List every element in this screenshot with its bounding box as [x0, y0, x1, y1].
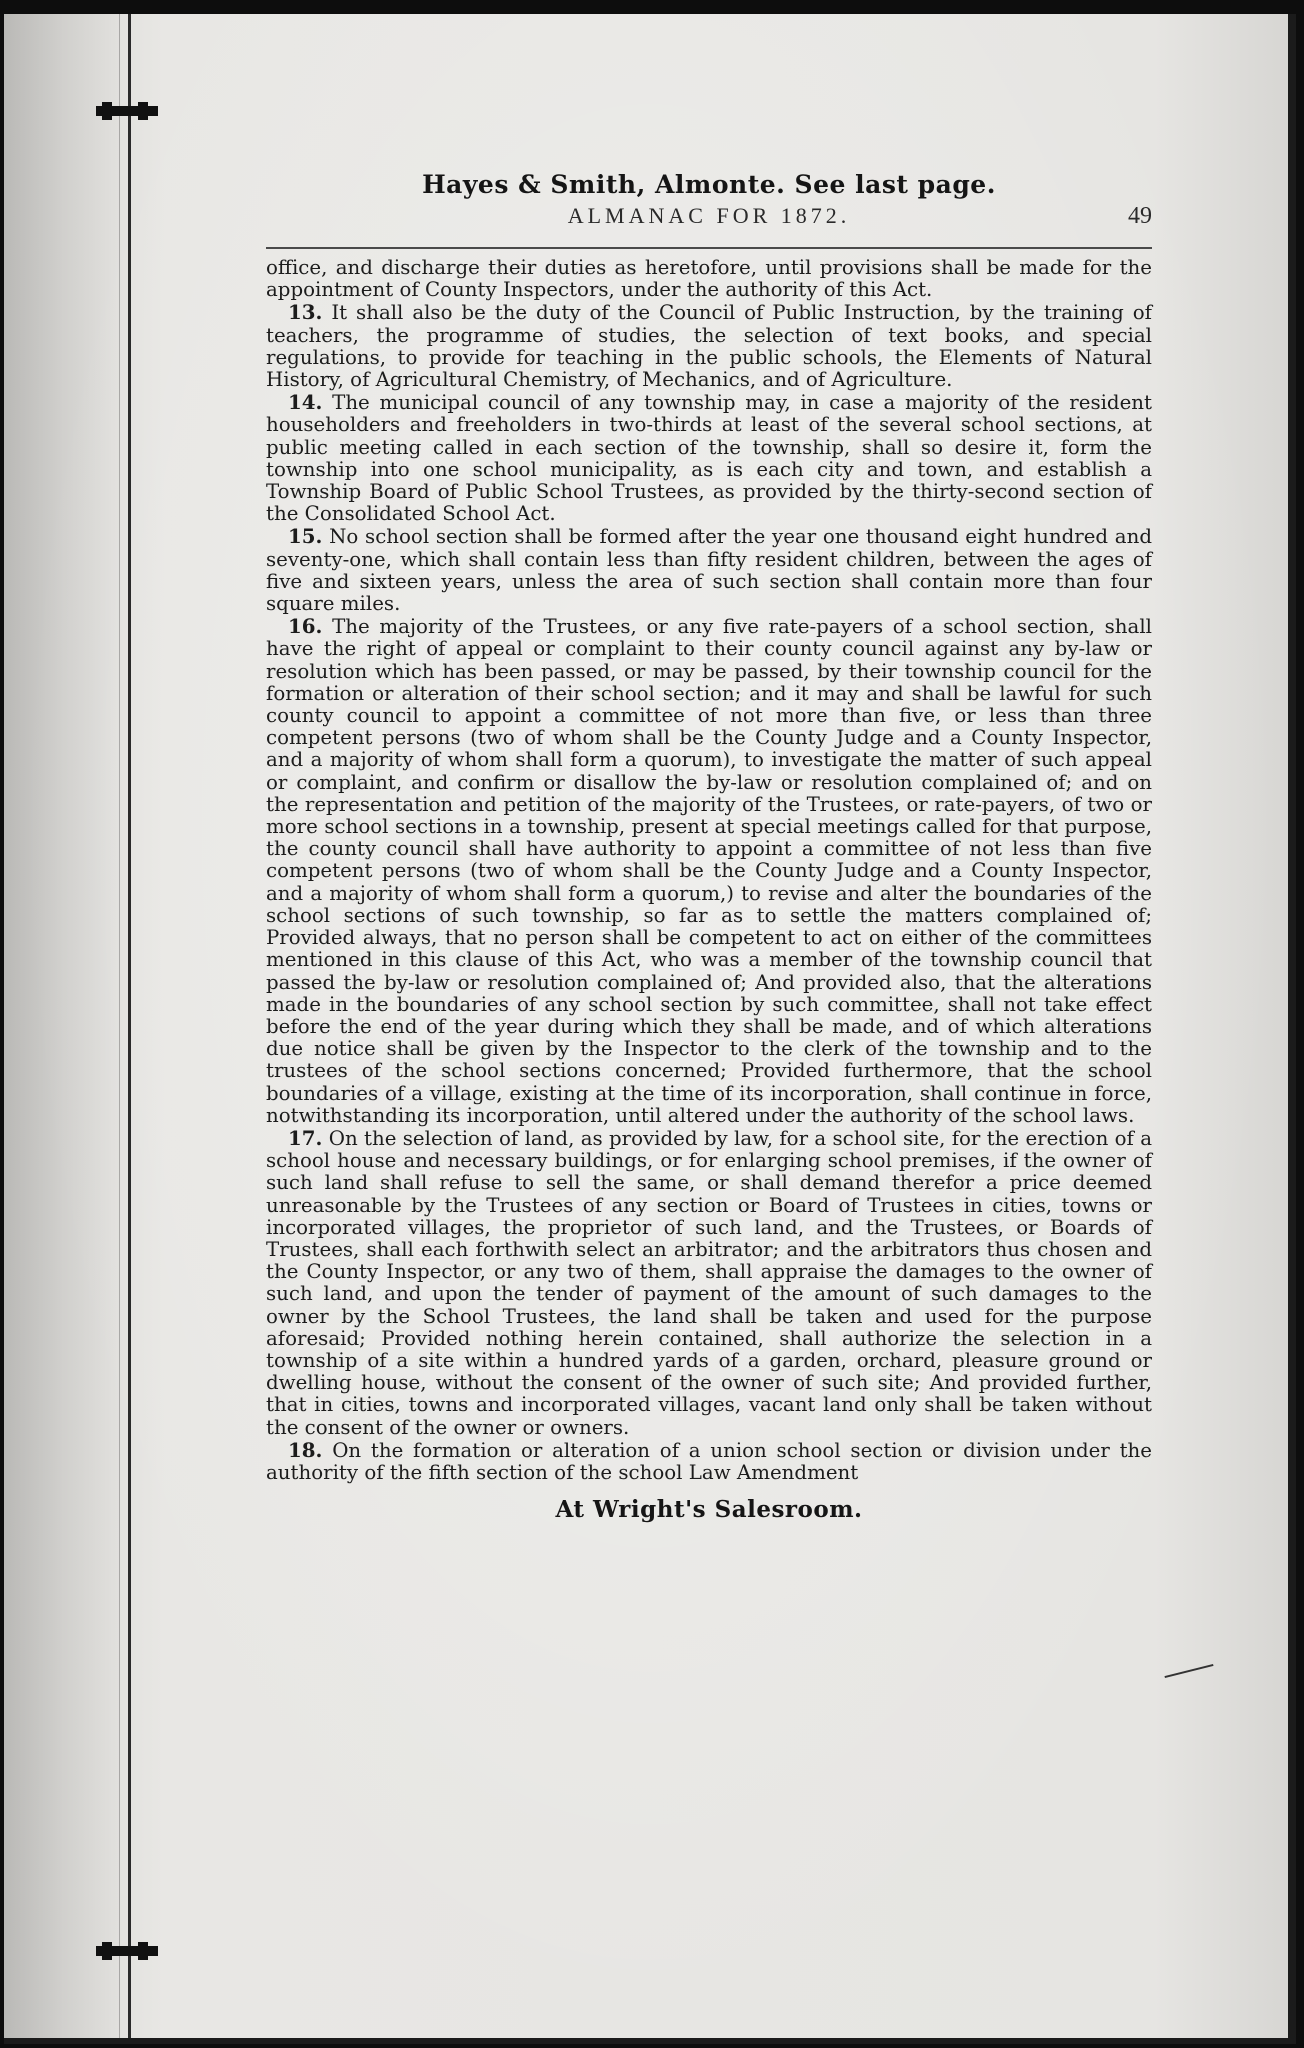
section-16 [266, 615, 1152, 1127]
header-rule [266, 247, 1152, 249]
gutter-line [128, 14, 131, 2044]
page-number: 49 [1128, 203, 1152, 229]
section-15 [266, 525, 1152, 615]
section-number: 17. [288, 1125, 323, 1150]
section-number: 16. [288, 614, 323, 639]
binding-stitch-top [96, 106, 158, 116]
section-number: 15. [288, 524, 323, 549]
section-number: 14. [288, 390, 323, 415]
section-17 [266, 1127, 1152, 1439]
pencil-margin-mark [1165, 1664, 1214, 1678]
paragraph-text: No school section shall be formed after the year one thousand eight hundred and seventy-one, which shall contain less than fifty resident children, between the ages of five and sixteen years, unless the area of such section shall contain more than four square miles. [266, 525, 1152, 616]
running-title: ALMANAC FOR 1872. [567, 203, 851, 228]
section-18 [266, 1439, 1152, 1484]
section-number: 18. [288, 1437, 323, 1462]
page-edge-right [1288, 14, 1296, 2044]
gutter-fold [119, 14, 120, 2044]
header-advertisement: Hayes & Smith, Almonte. See last page. [422, 170, 996, 199]
section-14 [266, 391, 1152, 525]
section-number: 13. [288, 300, 323, 325]
page-content [266, 170, 1152, 1523]
binding-stitch-bottom [96, 1946, 158, 1956]
page-edge-bottom [4, 2038, 1296, 2044]
article-body [266, 257, 1152, 1484]
paragraph-text: The municipal council of any township may, in case a majority of the resident householders and freeholders in two-thirds at least of the several school sections, at public meeting called in each section of the township, shall so desire it, form the township into one school municipality, as is each city and town, and establish a Township Board of Public School Trustees, as provided by the thirty-second section of the Consolidated School Act. [266, 391, 1152, 526]
footer-advertisement: At Wright's Salesroom. [555, 1496, 863, 1524]
spine-shadow [4, 14, 124, 2044]
paragraph-text: On the formation or alteration of a union school section or division under the authority of the fifth section of the school Law Amendment [266, 1438, 1152, 1484]
paragraph-text: office, and discharge their duties as heretofore, until provisions shall be made for the appointment of County Inspectors, under the authority of this Act. [266, 256, 1152, 302]
paragraph-text: It shall also be the duty of the Council of Public Instruction, by the training of teachers, the programme of studies, the selection of text books, and special regulations, to provide for teaching in the public schools, the Elements of Natural History, of Agricultural Chemistry, of Mechanics, and of Agriculture. [266, 301, 1152, 392]
paragraph-text: The majority of the Trustees, or any five rate-payers of a school section, shall have the right of appeal or complaint to their county council against any by-law or resolution which has been passed, or may be passed, by their township council for the formation or alteration of their school section; and it may and shall be lawful for such county council to appoint a committee of not more than five, or less than three competent persons (two of whom shall be the County Judge and a County Inspector, and a majority of whom shall form a quorum), to investigate the matter of such appeal or complaint, and confirm or disallow the by-law or resolution complained of; and on the representation and petition of the majority of the Trustees, or rate-payers, of two or more school sections in a township, present at special meetings called for that purpose, the county council shall have authority to appoint a committee of not less than five competent persons (two of whom shall be the County Judge and a County Inspector, and a majority of whom shall form a quorum,) to revise and alter the boundaries of the school sections of such township, so far as to settle the matters complained of; Provided always, that no person shall be competent to act on either of the committees mentioned in this clause of this Act, who was a member of the township council that passed the by-law or resolution complained of; And provided also, that the alterations made in the boundaries of any school section by such committee, shall not take effect before the end of the year during which they shall be made, and of which alterations due notice shall be given by the Inspector to the clerk of the township and to the trustees of the school sections concerned; Provided furthermore, that the school boundaries of a village, existing at the time of its incorporation, shall continue in force, notwithstanding its incorporation, until altered under the authority of the school laws. [266, 615, 1152, 1127]
section-13 [266, 301, 1152, 391]
paragraph-text: On the selection of land, as provided by law, for a school site, for the erection of a school house and necessary buildings, or for enlarging school premises, if the owner of such land shall refuse to sell the same, or shall demand therefor a price deemed unreasonable by the Trustees of any section or Board of Trustees in cities, towns or incorporated villages, the proprietor of such land, and the Trustees, or Boards of Trustees, shall each forthwith select an arbitrator; and the arbitrators thus chosen and the County Inspector, or any two of them, shall appraise the damages to the owner of such land, and upon the tender of payment of the amount of such damages to the owner by the School Trustees, the land shall be taken and used for the purpose aforesaid; Provided nothing herein contained, shall authorize the selection in a township of a site within a hundred yards of a garden, orchard, pleasure ground or dwelling house, without the consent of the owner of such site; And provided further, that in cities, towns and incorporated villages, vacant land only shall be taken without the consent of the owner or owners. [266, 1126, 1153, 1439]
running-head [266, 203, 1152, 233]
paragraph-continuation [266, 257, 1152, 301]
